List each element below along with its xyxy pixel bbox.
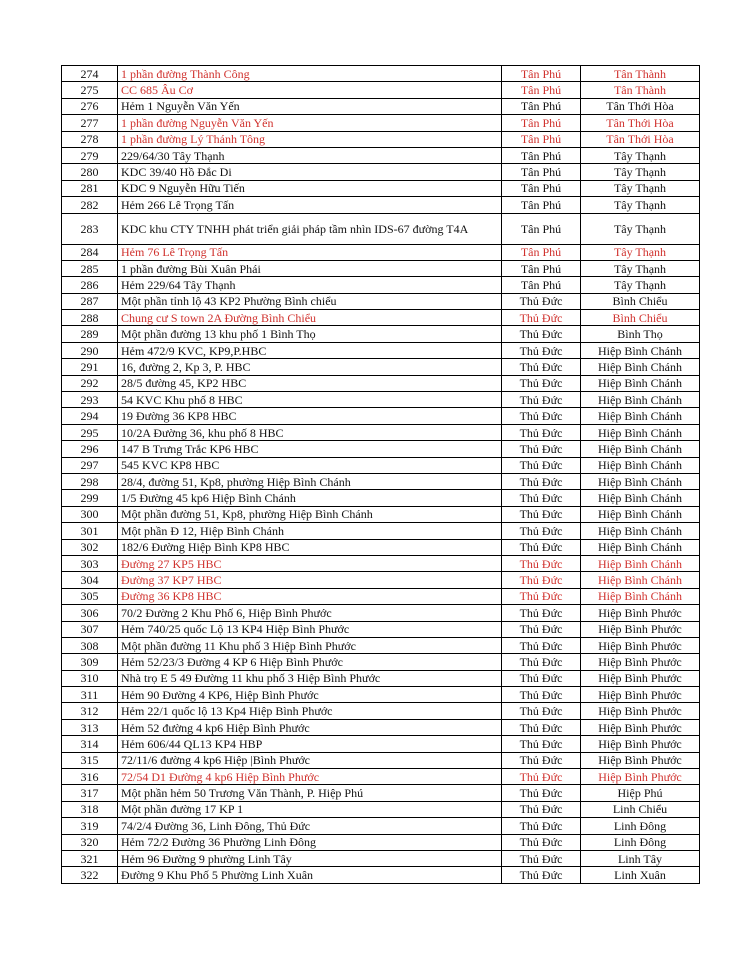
row-number: 320 xyxy=(62,834,118,850)
location-cell: 545 KVC KP8 HBC xyxy=(118,457,502,473)
location-cell: Hẻm 90 Đường 4 KP6, Hiệp Bình Phước xyxy=(118,687,502,703)
table-row xyxy=(62,621,700,637)
district-cell: Tân Phú xyxy=(502,66,581,82)
ward-cell: Linh Tây xyxy=(581,850,700,866)
ward-cell: Hiệp Bình Phước xyxy=(581,719,700,735)
row-number: 307 xyxy=(62,621,118,637)
location-cell: 16, đường 2, Kp 3, P. HBC xyxy=(118,359,502,375)
location-cell: Hẻm 72/2 Đường 36 Phường Linh Đông xyxy=(118,834,502,850)
row-number: 313 xyxy=(62,719,118,735)
ward-cell: Hiệp Bình Phước xyxy=(581,654,700,670)
ward-cell: Tây Thạnh xyxy=(581,260,700,276)
location-cell: Một phần đường 11 Khu phố 3 Hiệp Bình Phước xyxy=(118,637,502,653)
ward-cell: Tân Thới Hòa xyxy=(581,98,700,114)
row-number: 278 xyxy=(62,131,118,147)
table-row xyxy=(62,66,700,82)
district-cell: Thủ Đức xyxy=(502,621,581,637)
ward-cell: Hiệp Bình Phước xyxy=(581,670,700,686)
district-cell: Thủ Đức xyxy=(502,850,581,866)
table-row xyxy=(62,523,700,539)
table-row xyxy=(62,82,700,98)
row-number: 289 xyxy=(62,326,118,342)
ward-cell: Linh Xuân xyxy=(581,867,700,883)
location-cell: Hẻm 96 Đường 9 phường Linh Tây xyxy=(118,850,502,866)
row-number: 274 xyxy=(62,66,118,82)
row-number: 283 xyxy=(62,213,118,244)
location-cell: Một phần đường 17 KP 1 xyxy=(118,801,502,817)
district-cell: Thủ Đức xyxy=(502,424,581,440)
table-body xyxy=(62,66,700,884)
table-row xyxy=(62,131,700,147)
district-cell: Thủ Đức xyxy=(502,703,581,719)
row-number: 300 xyxy=(62,506,118,522)
district-cell: Thủ Đức xyxy=(502,654,581,670)
district-cell: Thủ Đức xyxy=(502,637,581,653)
location-cell: Một phần đường 13 khu phố 1 Bình Thọ xyxy=(118,326,502,342)
table-row xyxy=(62,801,700,817)
location-table xyxy=(61,65,700,884)
table-row xyxy=(62,670,700,686)
row-number: 292 xyxy=(62,375,118,391)
row-number: 316 xyxy=(62,769,118,785)
table-row xyxy=(62,736,700,752)
table-row xyxy=(62,293,700,309)
location-cell: Hẻm 22/1 quốc lộ 13 Kp4 Hiệp Bình Phước xyxy=(118,703,502,719)
location-cell: Đường 36 KP8 HBC xyxy=(118,588,502,604)
table-row xyxy=(62,637,700,653)
row-number: 322 xyxy=(62,867,118,883)
location-cell: 19 Đường 36 KP8 HBC xyxy=(118,408,502,424)
table-row xyxy=(62,605,700,621)
ward-cell: Hiệp Bình Chánh xyxy=(581,392,700,408)
district-cell: Thủ Đức xyxy=(502,506,581,522)
table-row xyxy=(62,555,700,571)
ward-cell: Tây Thạnh xyxy=(581,277,700,293)
table-row xyxy=(62,473,700,489)
district-cell: Thủ Đức xyxy=(502,736,581,752)
table-row xyxy=(62,326,700,342)
district-cell: Thủ Đức xyxy=(502,555,581,571)
location-cell: 182/6 Đường Hiệp Bình KP8 HBC xyxy=(118,539,502,555)
location-cell: 72/54 D1 Đường 4 kp6 Hiệp Bình Phước xyxy=(118,769,502,785)
table-row xyxy=(62,164,700,180)
district-cell: Thủ Đức xyxy=(502,752,581,768)
district-cell: Tân Phú xyxy=(502,164,581,180)
row-number: 303 xyxy=(62,555,118,571)
ward-cell: Hiệp Bình Chánh xyxy=(581,359,700,375)
ward-cell: Hiệp Bình Phước xyxy=(581,752,700,768)
ward-cell: Bình Chiểu xyxy=(581,293,700,309)
location-cell: 28/4, đường 51, Kp8, phường Hiệp Bình Chánh xyxy=(118,473,502,489)
district-cell: Thủ Đức xyxy=(502,539,581,555)
ward-cell: Tân Thới Hòa xyxy=(581,131,700,147)
row-number: 295 xyxy=(62,424,118,440)
row-number: 314 xyxy=(62,736,118,752)
table-row xyxy=(62,147,700,163)
location-cell: Nhà trọ E 5 49 Đường 11 khu phố 3 Hiệp Bình Phước xyxy=(118,670,502,686)
table-row xyxy=(62,392,700,408)
ward-cell: Tây Thạnh xyxy=(581,213,700,244)
row-number: 291 xyxy=(62,359,118,375)
row-number: 310 xyxy=(62,670,118,686)
row-number: 279 xyxy=(62,147,118,163)
ward-cell: Linh Chiểu xyxy=(581,801,700,817)
row-number: 281 xyxy=(62,180,118,196)
row-number: 282 xyxy=(62,197,118,213)
table-row xyxy=(62,457,700,473)
table-row xyxy=(62,213,700,244)
location-cell: Một phần hẻm 50 Trương Văn Thành, P. Hiệp Phú xyxy=(118,785,502,801)
table-row xyxy=(62,180,700,196)
table-row xyxy=(62,260,700,276)
ward-cell: Hiệp Bình Phước xyxy=(581,769,700,785)
table-row xyxy=(62,850,700,866)
district-cell: Thủ Đức xyxy=(502,392,581,408)
row-number: 306 xyxy=(62,605,118,621)
row-number: 308 xyxy=(62,637,118,653)
table-row xyxy=(62,197,700,213)
location-cell: 74/2/4 Đường 36, Linh Đông, Thủ Đức xyxy=(118,818,502,834)
row-number: 312 xyxy=(62,703,118,719)
ward-cell: Tây Thạnh xyxy=(581,244,700,260)
table-row xyxy=(62,506,700,522)
district-cell: Thủ Đức xyxy=(502,310,581,326)
ward-cell: Hiệp Bình Chánh xyxy=(581,473,700,489)
location-cell: KDC khu CTY TNHH phát triển giải pháp tầm nhìn IDS-67 đường T4A xyxy=(118,213,502,244)
table-row xyxy=(62,703,700,719)
district-cell: Thủ Đức xyxy=(502,818,581,834)
table-row xyxy=(62,424,700,440)
location-cell: 10/2A Đường 36, khu phố 8 HBC xyxy=(118,424,502,440)
ward-cell: Hiệp Bình Chánh xyxy=(581,375,700,391)
location-cell: Hẻm 229/64 Tây Thạnh xyxy=(118,277,502,293)
district-cell: Thủ Đức xyxy=(502,867,581,883)
ward-cell: Hiệp Bình Phước xyxy=(581,605,700,621)
table-row xyxy=(62,342,700,358)
row-number: 277 xyxy=(62,115,118,131)
row-number: 285 xyxy=(62,260,118,276)
table-row xyxy=(62,834,700,850)
district-cell: Thủ Đức xyxy=(502,719,581,735)
district-cell: Thủ Đức xyxy=(502,769,581,785)
district-cell: Tân Phú xyxy=(502,131,581,147)
location-cell: KDC 9 Nguyễn Hữu Tiến xyxy=(118,180,502,196)
ward-cell: Hiệp Bình Chánh xyxy=(581,523,700,539)
district-cell: Thủ Đức xyxy=(502,293,581,309)
district-cell: Thủ Đức xyxy=(502,670,581,686)
district-cell: Thủ Đức xyxy=(502,785,581,801)
row-number: 288 xyxy=(62,310,118,326)
location-cell: Đường 9 Khu Phố 5 Phường Linh Xuân xyxy=(118,867,502,883)
location-cell: Đường 37 KP7 HBC xyxy=(118,572,502,588)
district-cell: Tân Phú xyxy=(502,180,581,196)
location-cell: Đường 27 KP5 HBC xyxy=(118,555,502,571)
table-row xyxy=(62,490,700,506)
location-cell: Hẻm 472/9 KVC, KP9,P.HBC xyxy=(118,342,502,358)
row-number: 319 xyxy=(62,818,118,834)
ward-cell: Hiệp Bình Phước xyxy=(581,637,700,653)
row-number: 309 xyxy=(62,654,118,670)
table-row xyxy=(62,375,700,391)
location-cell: 72/11/6 đường 4 kp6 Hiệp |Bình Phước xyxy=(118,752,502,768)
row-number: 286 xyxy=(62,277,118,293)
ward-cell: Hiệp Bình Chánh xyxy=(581,588,700,604)
district-cell: Thủ Đức xyxy=(502,359,581,375)
district-cell: Thủ Đức xyxy=(502,375,581,391)
table-row xyxy=(62,752,700,768)
table-row xyxy=(62,441,700,457)
district-cell: Tân Phú xyxy=(502,147,581,163)
location-cell: Một phần tỉnh lộ 43 KP2 Phường Bình chiểu xyxy=(118,293,502,309)
ward-cell: Hiệp Phú xyxy=(581,785,700,801)
row-number: 290 xyxy=(62,342,118,358)
district-cell: Thủ Đức xyxy=(502,834,581,850)
district-cell: Thủ Đức xyxy=(502,490,581,506)
row-number: 284 xyxy=(62,244,118,260)
location-cell: 28/5 đường 45, KP2 HBC xyxy=(118,375,502,391)
ward-cell: Hiệp Bình Phước xyxy=(581,736,700,752)
row-number: 299 xyxy=(62,490,118,506)
ward-cell: Hiệp Bình Phước xyxy=(581,621,700,637)
location-cell: Hẻm 606/44 QL13 KP4 HBP xyxy=(118,736,502,752)
row-number: 297 xyxy=(62,457,118,473)
row-number: 321 xyxy=(62,850,118,866)
row-number: 287 xyxy=(62,293,118,309)
row-number: 275 xyxy=(62,82,118,98)
district-cell: Tân Phú xyxy=(502,82,581,98)
table-row xyxy=(62,769,700,785)
ward-cell: Tân Thành xyxy=(581,66,700,82)
table-row xyxy=(62,310,700,326)
row-number: 302 xyxy=(62,539,118,555)
ward-cell: Hiệp Bình Chánh xyxy=(581,424,700,440)
row-number: 276 xyxy=(62,98,118,114)
ward-cell: Bình Chiểu xyxy=(581,310,700,326)
location-cell: Hẻm 266 Lê Trọng Tấn xyxy=(118,197,502,213)
row-number: 305 xyxy=(62,588,118,604)
location-cell: KDC 39/40 Hồ Đắc Di xyxy=(118,164,502,180)
location-cell: Hẻm 1 Nguyễn Văn Yến xyxy=(118,98,502,114)
ward-cell: Tây Thạnh xyxy=(581,180,700,196)
row-number: 318 xyxy=(62,801,118,817)
location-cell: 1 phần đường Thành Công xyxy=(118,66,502,82)
ward-cell: Linh Đông xyxy=(581,818,700,834)
ward-cell: Hiệp Bình Chánh xyxy=(581,441,700,457)
row-number: 311 xyxy=(62,687,118,703)
table-row xyxy=(62,98,700,114)
district-cell: Tân Phú xyxy=(502,213,581,244)
row-number: 298 xyxy=(62,473,118,489)
district-cell: Tân Phú xyxy=(502,260,581,276)
table-row xyxy=(62,867,700,883)
location-cell: CC 685 Âu Cơ xyxy=(118,82,502,98)
location-cell: 1 phần đường Lý Thánh Tông xyxy=(118,131,502,147)
ward-cell: Hiệp Bình Chánh xyxy=(581,572,700,588)
location-cell: Hẻm 52 đường 4 kp6 Hiệp Bình Phước xyxy=(118,719,502,735)
ward-cell: Hiệp Bình Chánh xyxy=(581,490,700,506)
row-number: 293 xyxy=(62,392,118,408)
district-cell: Thủ Đức xyxy=(502,523,581,539)
table-row xyxy=(62,539,700,555)
district-cell: Thủ Đức xyxy=(502,473,581,489)
row-number: 296 xyxy=(62,441,118,457)
table-row xyxy=(62,785,700,801)
district-cell: Tân Phú xyxy=(502,115,581,131)
location-cell: Một phần đường 51, Kp8, phường Hiệp Bình Chánh xyxy=(118,506,502,522)
table-row xyxy=(62,687,700,703)
district-cell: Thủ Đức xyxy=(502,572,581,588)
location-cell: Hẻm 52/23/3 Đường 4 KP 6 Hiệp Bình Phước xyxy=(118,654,502,670)
table-row xyxy=(62,719,700,735)
district-cell: Tân Phú xyxy=(502,244,581,260)
location-cell: Chung cư S town 2A Đường Bình Chiểu xyxy=(118,310,502,326)
location-cell: Hẻm 76 Lê Trọng Tấn xyxy=(118,244,502,260)
row-number: 304 xyxy=(62,572,118,588)
district-cell: Thủ Đức xyxy=(502,801,581,817)
row-number: 317 xyxy=(62,785,118,801)
ward-cell: Hiệp Bình Phước xyxy=(581,687,700,703)
district-cell: Tân Phú xyxy=(502,277,581,293)
table-row xyxy=(62,654,700,670)
table-row xyxy=(62,408,700,424)
location-cell: 1 phần đường Bùi Xuân Phái xyxy=(118,260,502,276)
table-row xyxy=(62,572,700,588)
table-row xyxy=(62,244,700,260)
table-row xyxy=(62,115,700,131)
ward-cell: Linh Đông xyxy=(581,834,700,850)
location-cell: Một phần Đ 12, Hiệp Bình Chánh xyxy=(118,523,502,539)
table-row xyxy=(62,359,700,375)
district-cell: Thủ Đức xyxy=(502,457,581,473)
location-cell: 147 B Trưng Trắc KP6 HBC xyxy=(118,441,502,457)
ward-cell: Hiệp Bình Chánh xyxy=(581,408,700,424)
ward-cell: Tây Thạnh xyxy=(581,147,700,163)
location-cell: Hẻm 740/25 quốc Lộ 13 KP4 Hiệp Bình Phước xyxy=(118,621,502,637)
district-cell: Thủ Đức xyxy=(502,342,581,358)
district-cell: Thủ Đức xyxy=(502,588,581,604)
row-number: 315 xyxy=(62,752,118,768)
district-cell: Thủ Đức xyxy=(502,408,581,424)
district-cell: Thủ Đức xyxy=(502,687,581,703)
ward-cell: Tây Thạnh xyxy=(581,164,700,180)
ward-cell: Hiệp Bình Chánh xyxy=(581,457,700,473)
district-cell: Thủ Đức xyxy=(502,326,581,342)
location-cell: 54 KVC Khu phố 8 HBC xyxy=(118,392,502,408)
district-cell: Thủ Đức xyxy=(502,605,581,621)
document-page xyxy=(61,65,700,884)
ward-cell: Hiệp Bình Chánh xyxy=(581,555,700,571)
location-cell: 1 phần đường Nguyễn Văn Yến xyxy=(118,115,502,131)
row-number: 301 xyxy=(62,523,118,539)
row-number: 294 xyxy=(62,408,118,424)
ward-cell: Hiệp Bình Phước xyxy=(581,703,700,719)
location-cell: 70/2 Đường 2 Khu Phố 6, Hiệp Bình Phước xyxy=(118,605,502,621)
table-row xyxy=(62,277,700,293)
district-cell: Tân Phú xyxy=(502,98,581,114)
location-cell: 1/5 Đường 45 kp6 Hiệp Bình Chánh xyxy=(118,490,502,506)
table-row xyxy=(62,588,700,604)
ward-cell: Hiệp Bình Chánh xyxy=(581,539,700,555)
ward-cell: Tân Thành xyxy=(581,82,700,98)
ward-cell: Hiệp Bình Chánh xyxy=(581,506,700,522)
district-cell: Tân Phú xyxy=(502,197,581,213)
table-row xyxy=(62,818,700,834)
ward-cell: Bình Thọ xyxy=(581,326,700,342)
row-number: 280 xyxy=(62,164,118,180)
district-cell: Thủ Đức xyxy=(502,441,581,457)
ward-cell: Tân Thới Hòa xyxy=(581,115,700,131)
ward-cell: Tây Thạnh xyxy=(581,197,700,213)
location-cell: 229/64/30 Tây Thạnh xyxy=(118,147,502,163)
ward-cell: Hiệp Bình Chánh xyxy=(581,342,700,358)
